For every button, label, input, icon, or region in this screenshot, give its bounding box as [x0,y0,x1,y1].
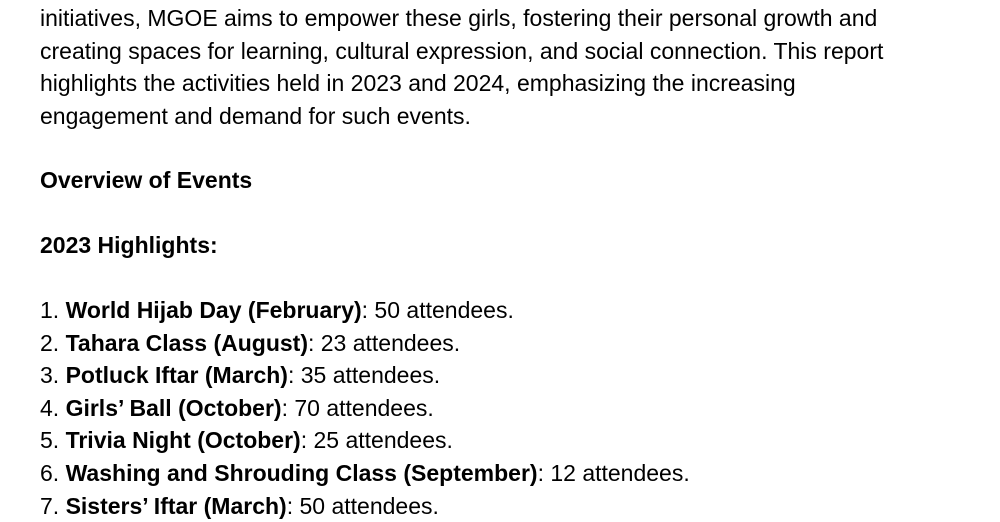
list-item [40,424,690,457]
event-detail: : 23 attendees. [307,329,461,356]
list-item [40,294,690,327]
list-item [40,457,690,490]
event-name: Sisters’ Iftar (March) [65,492,287,519]
intro-line: engagement and demand for such events. [40,102,471,129]
list-number: 6. [40,459,66,486]
list-number: 2. [40,329,66,356]
list-item [40,392,690,425]
intro-line: creating spaces for learning, cultural expression, and social connection. This report [40,37,884,64]
overview-heading: Overview of Events [40,167,253,193]
event-detail: : 50 attendees. [361,297,514,323]
event-list [40,294,690,522]
list-number: 5. [40,427,66,454]
event-name: World Hijab Day (February) [65,297,362,323]
list-number: 7. [40,492,66,519]
intro-paragraph [40,2,883,132]
event-detail: : 50 attendees. [286,492,439,519]
intro-line: highlights the activities held in 2023 and 2024, emphasizing the increasing [40,70,796,97]
event-name: Washing and Shrouding Class (September) [65,459,538,486]
list-number: 4. [40,394,66,421]
list-item [40,359,690,392]
event-name: Tahara Class (August) [65,329,308,356]
intro-line: initiatives, MGOE aims to empower these girls, fostering their personal growth and [40,5,878,31]
highlights-2023-heading: 2023 Highlights: [40,232,218,258]
event-detail: : 25 attendees. [300,427,453,454]
list-number: 1. [40,297,66,323]
event-name: Girls’ Ball (October) [65,394,282,421]
event-detail: : 35 attendees. [287,362,441,389]
event-name: Trivia Night (October) [65,427,301,454]
event-detail: : 70 attendees. [281,394,434,421]
list-item [40,327,690,360]
event-detail: : 12 attendees. [537,459,690,486]
event-name: Potluck Iftar (March) [65,362,288,389]
list-number: 3. [40,362,66,389]
list-item [40,490,690,522]
